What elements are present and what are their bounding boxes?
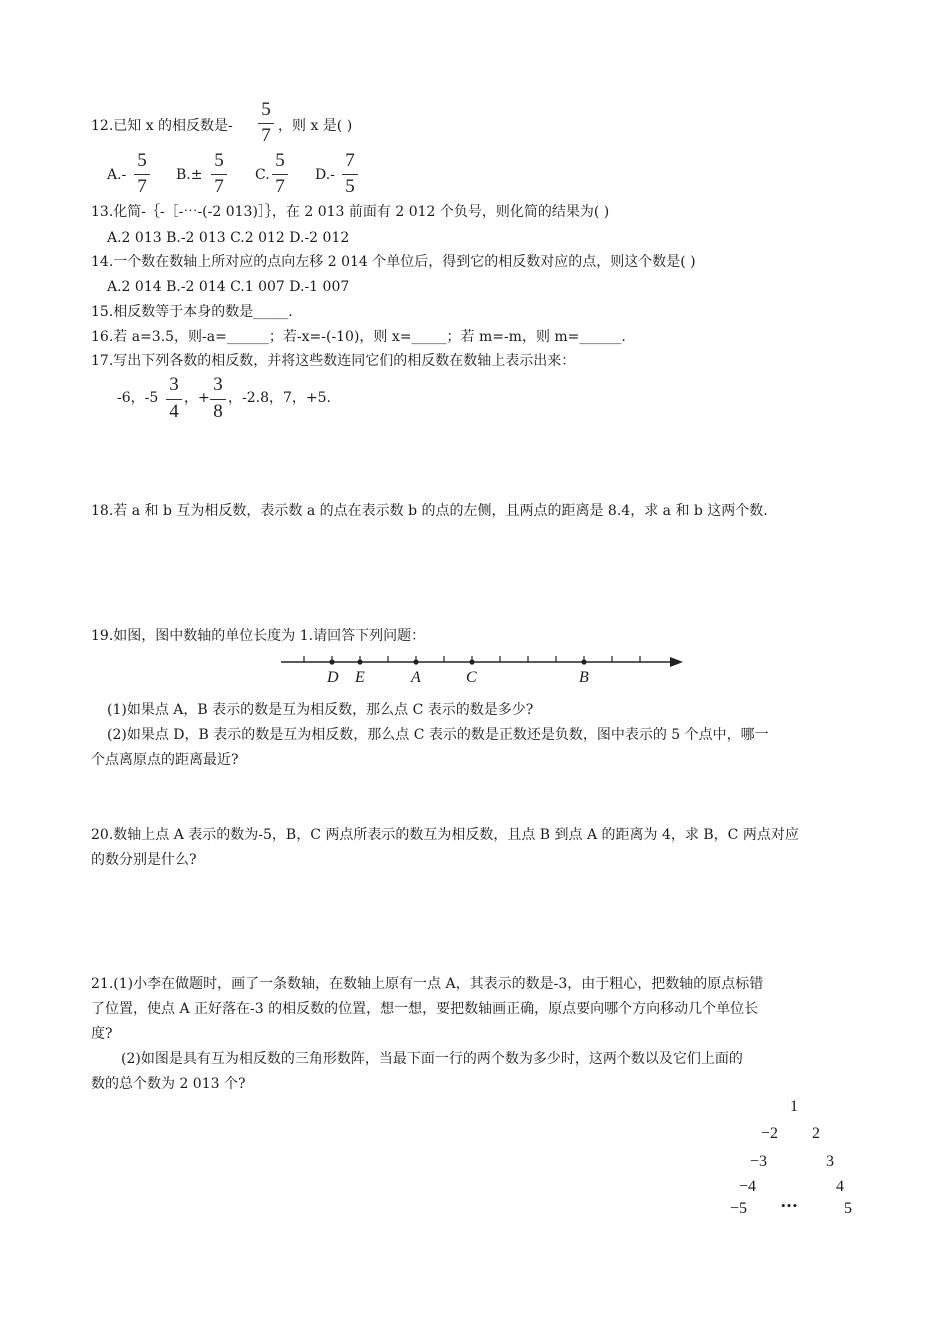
q17-mixed-fraction [166,374,182,424]
triangle-row4-right: 4 [836,1178,844,1195]
fraction-bar [166,399,182,400]
fraction-denominator: 8 [213,401,223,422]
triangle-ellipsis: • • • [781,1198,797,1213]
q12-option-d-label: D.- [315,167,335,183]
point-c [469,659,474,664]
q13-stem: 13.化简-｛-［-⋯-(-2 013)］｝，在 2 013 前面有 2 012 个负号，则化简的结果为( ) [91,204,610,220]
q12-option-b-fraction [211,150,227,198]
fraction-denominator: 4 [169,401,179,422]
q21-part2-line2: 数的总个数为 2 013 个? [91,1076,246,1092]
fraction-numerator: 5 [214,150,224,171]
point-d [329,659,334,664]
q17-stem: 17.写出下列各数的相反数，并将这些数连同它们的相反数在数轴上表示出来： [91,353,576,369]
q12-stem-b: ，则 x 是( ) [278,118,353,134]
q12-stem-a: 12.已知 x 的相反数是- [91,118,233,134]
triangle-row2-right: 2 [812,1125,820,1142]
fraction-denominator: 5 [345,176,355,197]
fraction-denominator: 7 [275,176,285,197]
q13-options: A.2 013 B.-2 013 C.2 012 D.-2 012 [107,230,350,246]
q17-numbers-part2: ，+ [184,390,210,406]
triangle-row5-left: −5 [730,1200,748,1217]
q20-line2: 的数分别是什么? [91,852,197,868]
q21-part1-line2: 了位置，使点 A 正好落在-3 的相反数的位置，想一想，要把数轴画正确，原点要向哪个方向移动几个单位长 [91,1001,759,1017]
q21-part1-line1: 21.(1)小李在做题时，画了一条数轴，在数轴上原有一点 A，其表示的数是-3，由于粗心，把数轴的原点标错 [91,976,764,992]
q20-line1: 20.数轴上点 A 表示的数为-5，B，C 两点所表示的数互为相反数，且点 B 到点 A 的距离为 4，求 B，C 两点对应 [91,827,799,843]
q17-numbers-part1: -6，-5 [117,390,159,406]
fraction-bar [211,174,227,175]
q12-option-d-fraction [342,150,358,198]
point-a [413,659,418,664]
triangle-row2-left: −2 [761,1125,779,1142]
q12-option-a-fraction [134,150,150,198]
triangle-row5-right: 5 [844,1200,852,1217]
q12-option-a-label: A.- [107,167,127,183]
q21-part1-line3: 度? [91,1026,113,1042]
q18-stem: 18.若 a 和 b 互为相反数，表示数 a 的点在表示数 b 的点的左侧，且两点的距离是 8.4，求 a 和 b 这两个数. [91,503,768,519]
label-c: C [466,669,477,686]
fraction-numerator: 5 [137,150,147,171]
fraction-numerator: 5 [275,150,285,171]
q19-stem: 19.如图，图中数轴的单位长度为 1.请回答下列问题： [91,628,426,644]
fraction-numerator: 3 [213,374,223,395]
q21-part2-line1: (2)如图是具有互为相反数的三角形数阵，当最下面一行的两个数为多少时，这两个数以及它们上面的 [121,1051,743,1067]
label-a: A [411,669,421,686]
point-e [357,659,362,664]
q19-sub1: (1)如果点 A，B 表示的数是互为相反数，那么点 C 表示的数是多少? [107,702,534,718]
fraction-bar [258,123,274,124]
fraction-bar [210,399,226,400]
q12-stem-fraction [258,99,274,147]
q19-sub2-line1: (2)如果点 D，B 表示的数是互为相反数，那么点 C 表示的数是正数还是负数，图中表示的 5 个点中，哪一 [107,727,769,743]
fraction-denominator: 7 [214,176,224,197]
triangle-row4-left: −4 [739,1178,757,1195]
fraction-denominator: 7 [261,125,271,146]
q12-option-c-fraction [272,150,288,198]
fraction-bar [134,174,150,175]
fraction-numerator: 3 [169,374,179,395]
q15-stem: 15.相反数等于本身的数是_____. [91,304,293,320]
q17-numbers-part3: ，-2.8，7，+5. [228,390,331,406]
triangle-row3-right: 3 [826,1153,834,1170]
q17-fraction [210,374,226,424]
point-b [581,659,586,664]
triangle-row3-left: −3 [750,1153,768,1170]
q14-stem: 14.一个数在数轴上所对应的点向左移 2 014 个单位后，得到它的相反数对应的点，则这个数是( ) [91,254,696,270]
label-b: B [579,669,589,686]
fraction-bar [272,174,288,175]
label-e: E [355,669,365,686]
q14-options: A.2 014 B.-2 014 C.1 007 D.-1 007 [107,279,350,295]
q12-option-b-label: B.± [176,167,203,183]
fraction-bar [342,174,358,175]
label-d: D [327,669,339,686]
number-line-arrow-icon [670,657,683,667]
triangle-row1: 1 [790,1098,798,1115]
q16-stem: 16.若 a=3.5，则-a=______；若-x=-(-10)，则 x=_____；若 m=-m，则 m=______. [91,329,626,345]
q19-sub2-line2: 个点离原点的距离最近? [91,752,239,768]
q12-option-c-label: C. [255,167,270,183]
fraction-denominator: 7 [137,176,147,197]
fraction-numerator: 5 [261,99,271,120]
fraction-numerator: 7 [345,150,355,171]
